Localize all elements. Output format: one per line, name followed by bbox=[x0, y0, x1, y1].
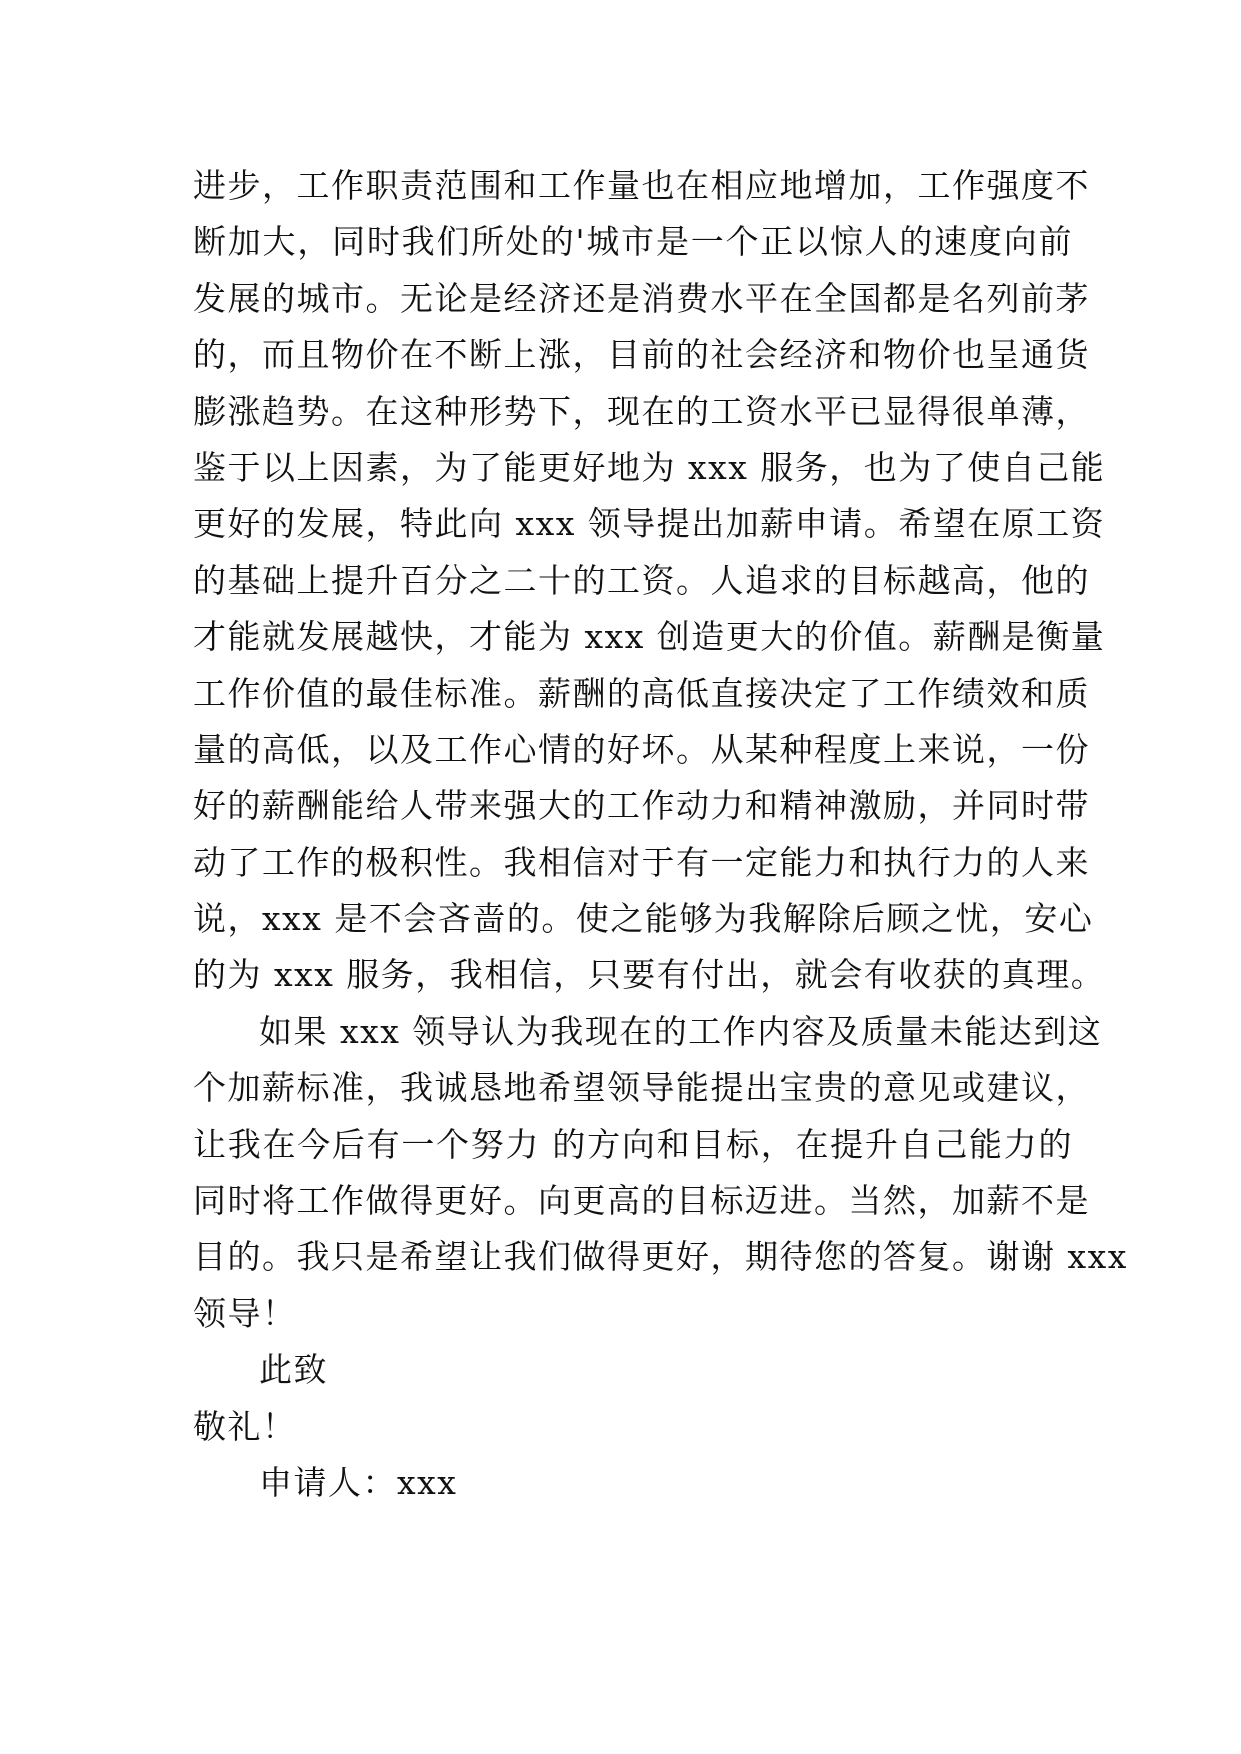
body-line: 领导！ bbox=[193, 1293, 297, 1333]
body-line: 工作价值的最佳标准。薪酬的高低直接决定了工作绩效和质 bbox=[193, 673, 1090, 713]
body-line: 的基础上提升百分之二十的工资。人追求的目标越高，他的 bbox=[193, 560, 1090, 600]
body-line: 进步，工作职责范围和工作量也在相应地增加，工作强度不 bbox=[193, 166, 1090, 205]
body-line: 更好的发展，特此向 xxx 领导提出加薪申请。希望在原工资 bbox=[193, 504, 1106, 544]
body-line: 才能就发展越快，才能为 xxx 创造更大的价值。薪酬是衡量 bbox=[193, 617, 1106, 657]
body-line: 的为 xxx 服务，我相信，只要有付出，就会有收获的真理。 bbox=[193, 955, 1106, 995]
applicant-signature: 申请人：xxx bbox=[259, 1462, 458, 1502]
body-line: 个加薪标准，我诚恳地希望领导能提出宝贵的意见或建议， bbox=[193, 1068, 1090, 1108]
body-line: 动了工作的极积性。我相信对于有一定能力和执行力的人来 bbox=[193, 842, 1090, 882]
body-line: 的，而且物价在不断上涨，目前的社会经济和物价也呈通货 bbox=[193, 335, 1090, 375]
paragraph-start-line: 如果 xxx 领导认为我现在的工作内容及质量未能达到这 bbox=[259, 1011, 1103, 1051]
closing-salutation: 此致 bbox=[259, 1350, 328, 1390]
body-line: 鉴于以上因素，为了能更好地为 xxx 服务，也为了使自己能 bbox=[193, 447, 1106, 487]
closing-regards: 敬礼！ bbox=[193, 1406, 297, 1446]
body-line: 同时将工作做得更好。向更高的目标迈进。当然，加薪不是 bbox=[193, 1181, 1090, 1221]
body-line: 断加大，同时我们所处的'城市是一个正以惊人的速度向前 bbox=[193, 222, 1073, 262]
body-line: 目的。我只是希望让我们做得更好，期待您的答复。谢谢 xxx bbox=[193, 1237, 1128, 1277]
body-line: 好的薪酬能给人带来强大的工作动力和精神激励，并同时带 bbox=[193, 786, 1090, 826]
body-line: 说，xxx 是不会吝啬的。使之能够为我解除后顾之忧，安心 bbox=[193, 899, 1094, 939]
body-line: 量的高低，以及工作心情的好坏。从某种程度上来说，一份 bbox=[193, 729, 1090, 769]
letter-body bbox=[193, 158, 1128, 1511]
body-line: 发展的城市。无论是经济还是消费水平在全国都是名列前茅 bbox=[193, 278, 1090, 318]
body-line: 让我在今后有一个努力 的方向和目标，在提升自己能力的 bbox=[193, 1124, 1073, 1164]
body-line: 膨涨趋势。在这种形势下，现在的工资水平已显得很单薄， bbox=[193, 391, 1090, 431]
